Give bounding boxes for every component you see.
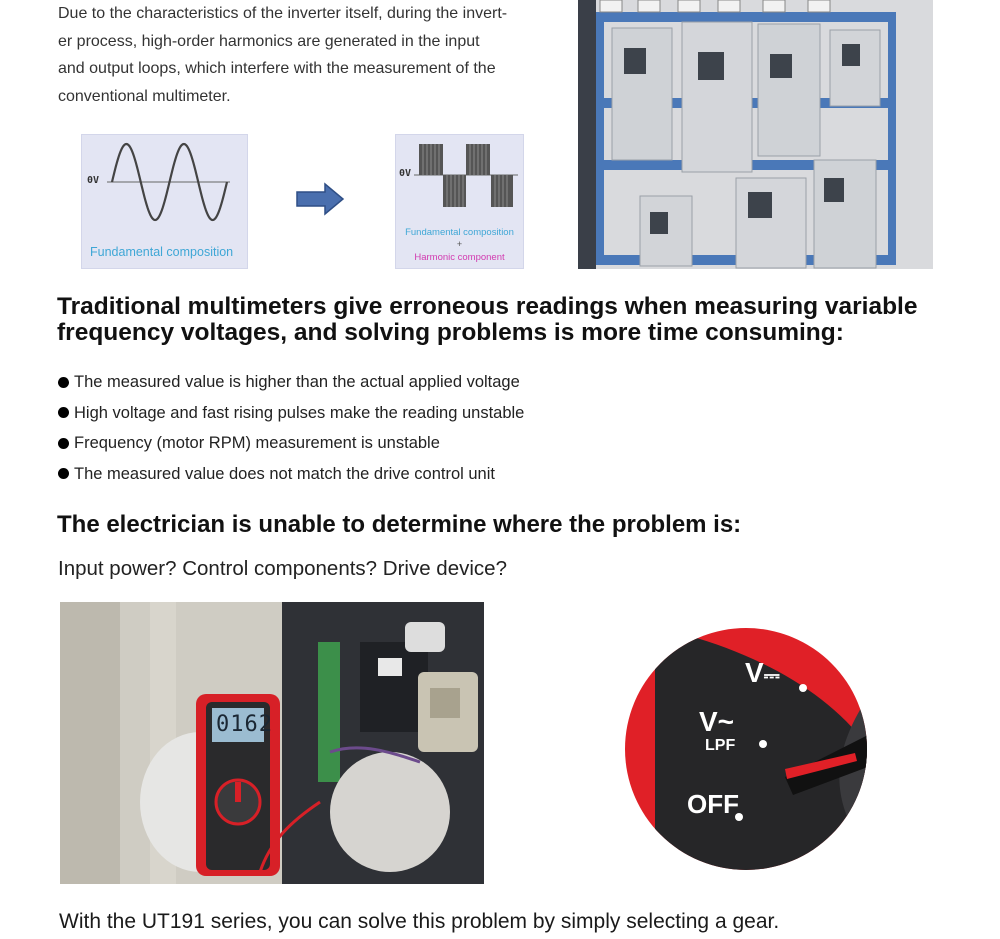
intro-paragraph: [58, 0, 558, 110]
meter-display-value: 0162: [216, 712, 273, 737]
pulse-caption-harmonic: Harmonic component: [414, 252, 505, 263]
bullet-icon: [58, 468, 69, 479]
sine-caption: Fundamental composition: [90, 245, 234, 259]
multimeter-measurement-photo: [60, 602, 484, 884]
list-item-text: High voltage and fast rising pulses make the reading unstable: [74, 403, 525, 422]
dial-vdc-label: V⎓: [745, 657, 779, 688]
pulse-wave-diagram: [395, 134, 524, 269]
pulse-caption-fundamental: Fundamental composition: [405, 227, 514, 238]
zero-volt-label: 0V: [87, 175, 100, 186]
bullet-icon: [58, 407, 69, 418]
cabinet-illustration: [578, 0, 933, 269]
intro-line: Due to the characteristics of the inverter itself, during the invert-: [58, 5, 508, 22]
bullet-icon: [58, 377, 69, 388]
selector-dial-closeup: [625, 627, 868, 872]
inverter-cabinet-photo: [578, 0, 933, 269]
list-item: [58, 428, 658, 459]
pulse-caption-plus: +: [456, 239, 463, 249]
intro-line: and output loops, which interfere with the measurement of the: [58, 60, 496, 77]
multimeter-illustration: [60, 602, 484, 884]
dial-off-label: OFF: [687, 789, 739, 819]
dial-vac-label: V~: [699, 706, 735, 737]
traditional-multimeter-heading: [57, 294, 957, 346]
list-item-text: Frequency (motor RPM) measurement is unstable: [74, 434, 440, 453]
solution-statement: With the UT191 series, you can solve this problem by simply selecting a gear.: [59, 910, 780, 933]
list-item: [58, 459, 658, 490]
list-item-text: The measured value is higher than the actual applied voltage: [74, 373, 520, 392]
problem-questions: Input power? Control components? Drive device?: [58, 557, 507, 580]
list-item: [58, 367, 658, 398]
right-arrow-icon: [295, 181, 347, 217]
electrician-heading: The electrician is unable to determine where the problem is:: [57, 511, 742, 538]
intro-line: er process, high-order harmonics are generated in the input: [58, 32, 480, 50]
dc-symbol-icon: ⎓: [763, 665, 779, 687]
heading-line: frequency voltages, and solving problems is more time consuming:: [57, 319, 844, 346]
zero-volt-label: 0V: [399, 168, 412, 179]
list-item: [58, 398, 658, 429]
sine-wave-diagram: [81, 134, 248, 269]
dial-lpf-label: LPF: [705, 737, 736, 754]
intro-line: conventional multimeter.: [58, 87, 231, 105]
heading-line: Traditional multimeters give erroneous readings when measuring variable: [57, 293, 918, 320]
bullet-icon: [58, 438, 69, 449]
list-item-text: The measured value does not match the drive control unit: [74, 464, 495, 483]
problem-list: [58, 367, 658, 489]
